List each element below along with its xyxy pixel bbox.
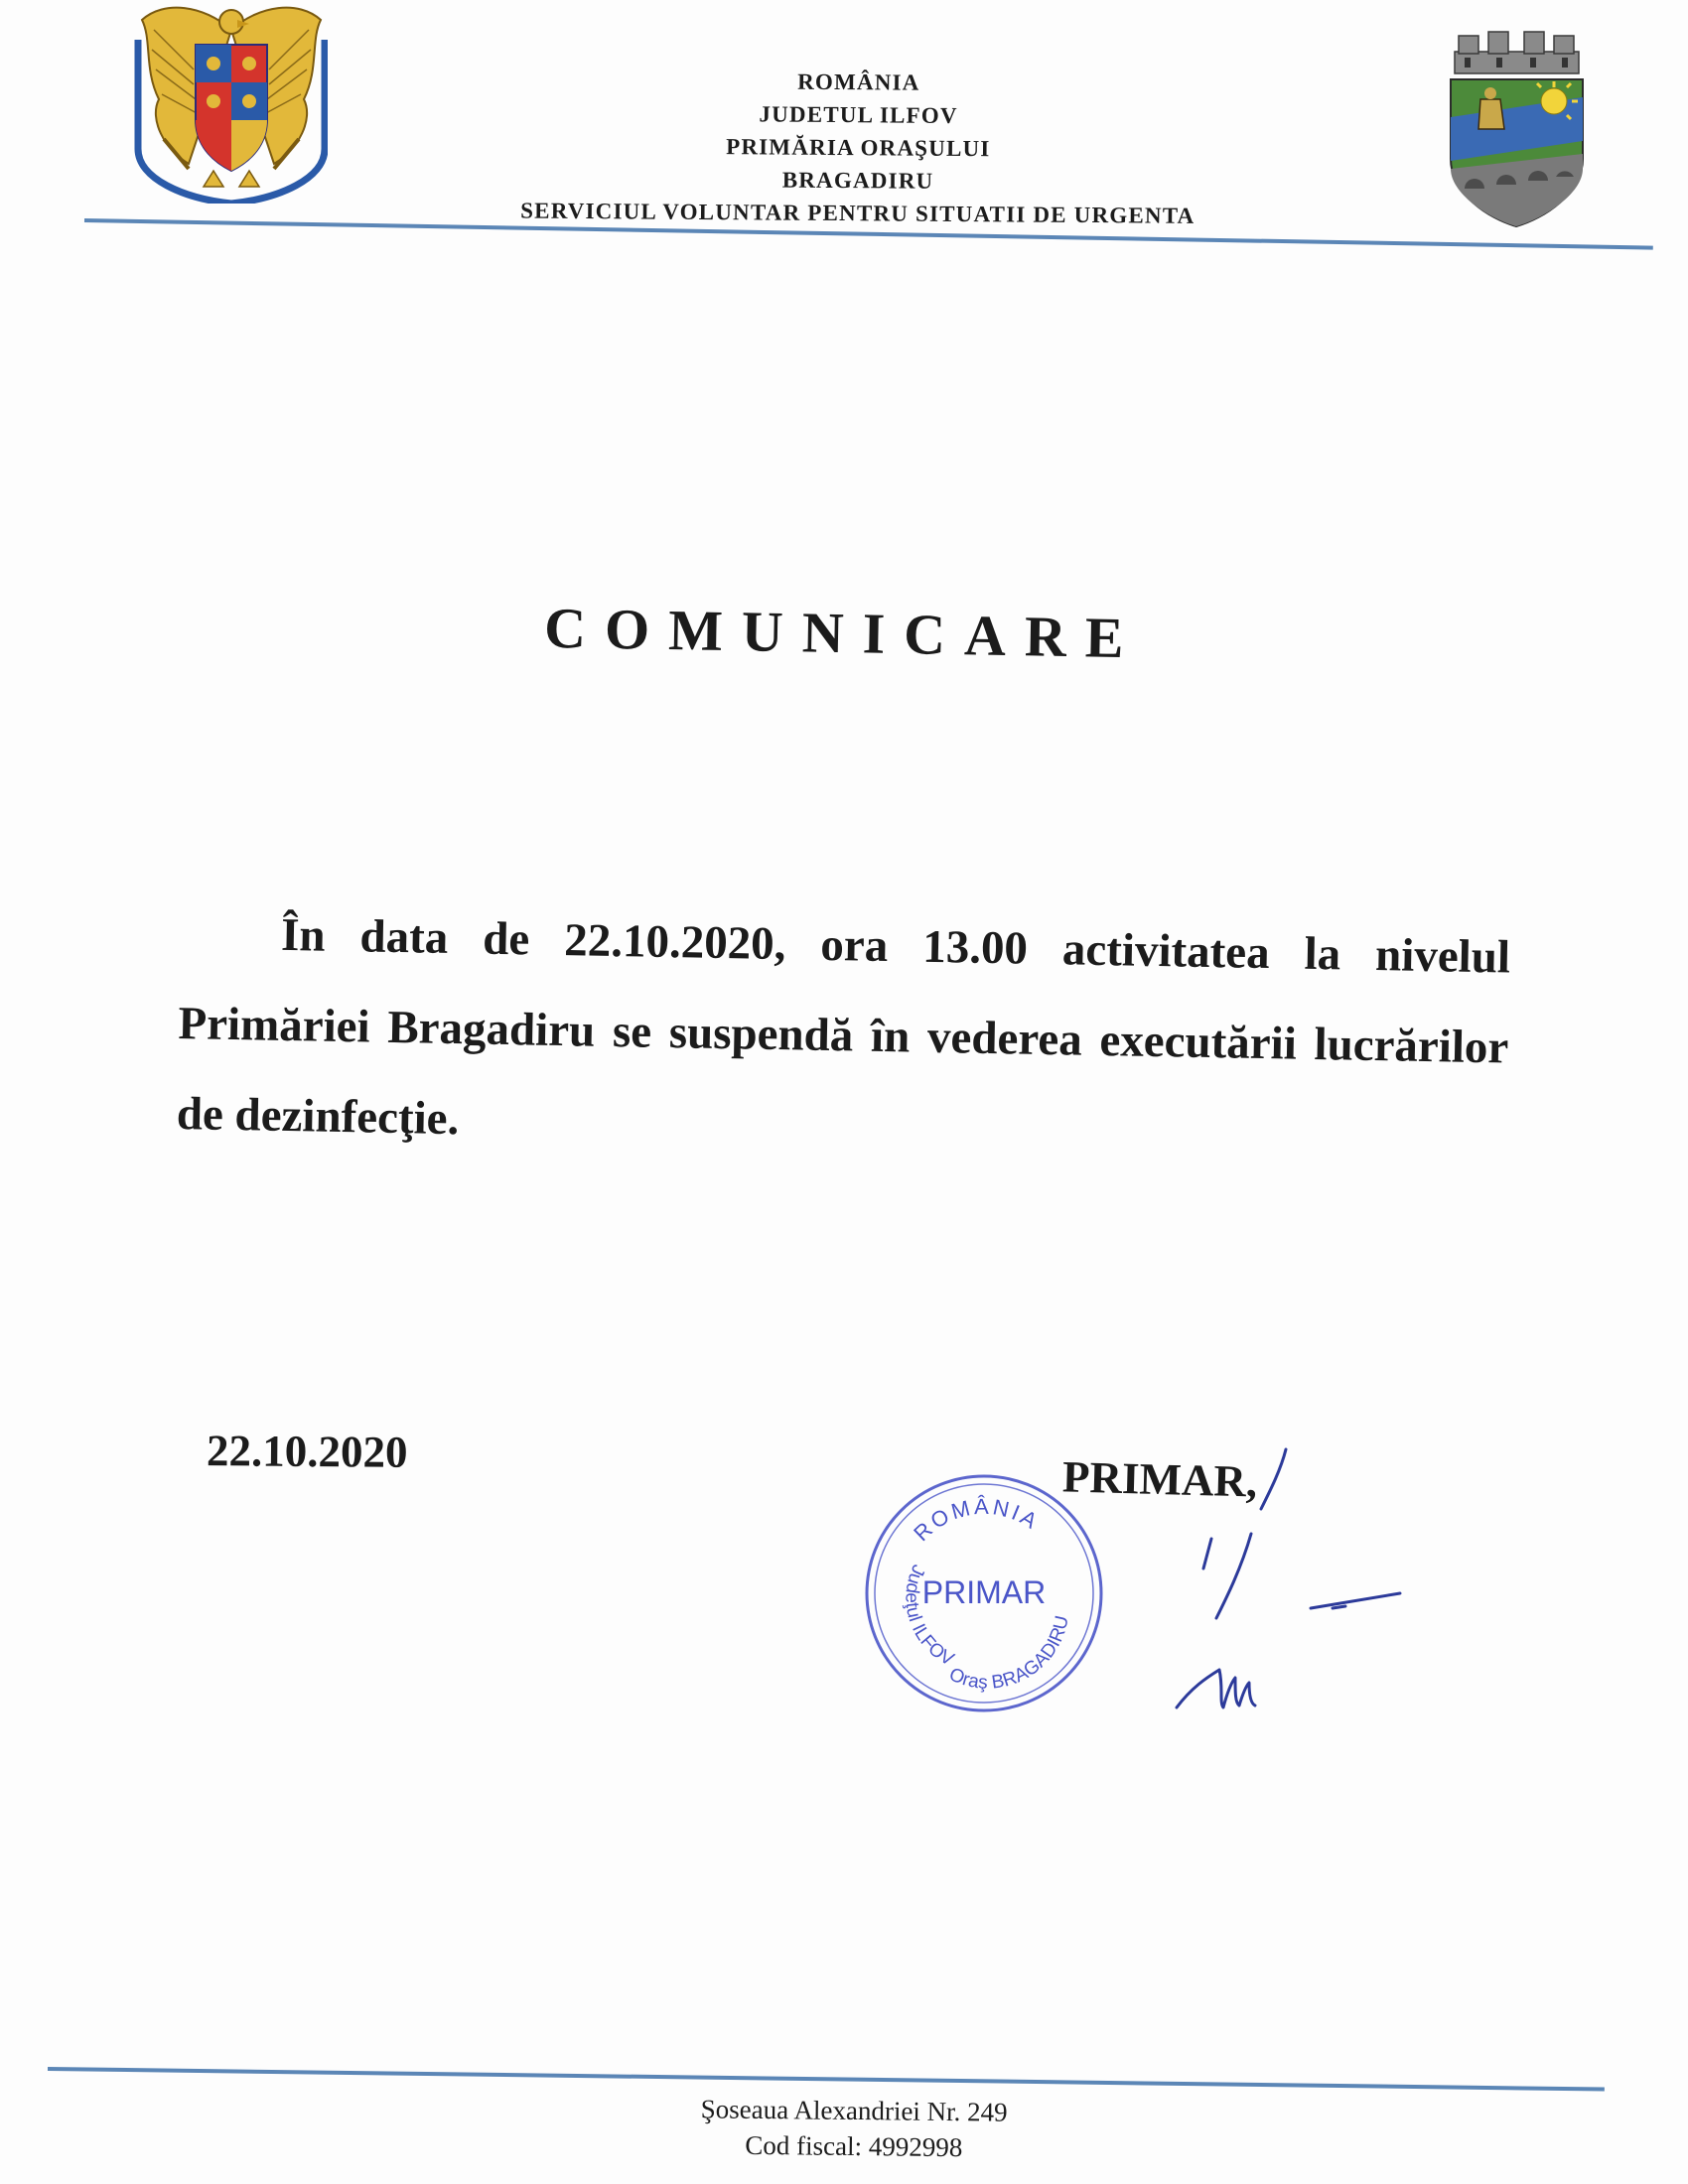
header-county: JUDETUL ILFOV — [759, 101, 958, 128]
handwritten-signature — [1102, 1439, 1430, 1717]
stamp-center-text: PRIMAR — [921, 1574, 1047, 1610]
svg-text:ROMÂNIA — [909, 1494, 1044, 1546]
stamp-bottom-text: Oraş BRAGADIRU — [945, 1613, 1073, 1694]
announcement-body: În data de 22.10.2020, ora 13.00 activitatea la nivelul Primăriei Bragadiru se suspendă în vederea executării lucrărilor de dezinfecţie. — [176, 908, 1511, 1146]
bragadiru-coat-of-arms-icon — [1445, 30, 1589, 228]
institution-header — [327, 62, 1390, 233]
official-stamp — [860, 1469, 1108, 1717]
footer-fiscal-code: Cod fiscal: 4992998 — [745, 2129, 963, 2163]
footer-contact — [576, 2090, 1133, 2167]
signatory-role: PRIMAR, — [1061, 1451, 1258, 1507]
footer-address: Şoseaua Alexandriei Nr. 249 — [700, 2094, 1008, 2127]
svg-text:Oraş BRAGADIRU — [946, 1614, 1073, 1694]
stamp-left-text: Judeţul ILFOV — [901, 1561, 957, 1671]
document-title: COMUNICARE — [543, 595, 1144, 671]
header-country: ROMÂNIA — [797, 68, 920, 95]
romania-coat-of-arms-icon — [134, 0, 328, 204]
stamp-top-text: ROMÂNIA — [909, 1493, 1045, 1547]
footer-divider — [48, 2067, 1605, 2092]
header-town: BRAGADIRU — [781, 167, 934, 194]
header-town-hall: PRIMĂRIA ORAŞULUI — [726, 134, 991, 162]
header-service: SERVICIUL VOLUNTAR PENTRU SITUATII DE URGENTA — [520, 198, 1196, 228]
document-date: 22.10.2020 — [206, 1426, 408, 1477]
